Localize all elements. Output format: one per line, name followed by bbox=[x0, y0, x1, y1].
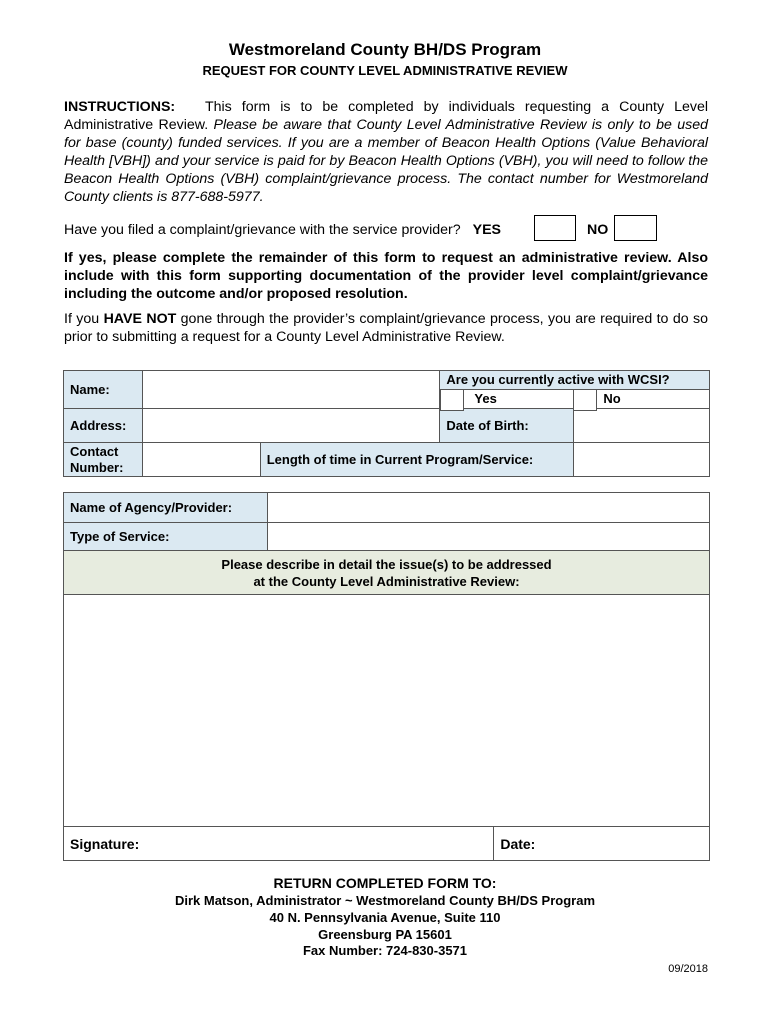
describe-line-1: Please describe in detail the issue(s) to be addressed bbox=[221, 556, 552, 572]
address-field[interactable] bbox=[142, 409, 439, 443]
fax-line: Fax Number: 724-830-3571 bbox=[302, 943, 468, 958]
agency-label: Name of Agency/Provider: bbox=[64, 493, 268, 523]
length-field[interactable] bbox=[574, 443, 710, 477]
wcsi-no-label: No bbox=[603, 391, 621, 406]
issue-description-area[interactable] bbox=[64, 595, 710, 827]
agency-table bbox=[63, 492, 710, 861]
date-label: Date: bbox=[500, 835, 536, 852]
length-label: Length of time in Current Program/Service: bbox=[260, 443, 574, 477]
have-not-prefix: If you bbox=[64, 311, 100, 327]
describe-header bbox=[64, 551, 710, 595]
address-line: 40 N. Pennsylvania Avenue, Suite 110 bbox=[269, 910, 501, 925]
instructions-paragraph bbox=[64, 98, 708, 206]
wcsi-yes-checkbox[interactable] bbox=[440, 389, 464, 411]
service-type-label: Type of Service: bbox=[64, 523, 268, 551]
form-subtitle: REQUEST FOR COUNTY LEVEL ADMINISTRATIVE REVIEW bbox=[202, 63, 568, 78]
dob-field[interactable] bbox=[574, 409, 710, 443]
dob-label: Date of Birth: bbox=[440, 409, 574, 443]
date-field[interactable] bbox=[494, 827, 710, 861]
service-type-field[interactable] bbox=[267, 523, 709, 551]
wcsi-cell bbox=[440, 371, 710, 409]
describe-line-2: at the County Level Administrative Review: bbox=[253, 573, 520, 589]
wcsi-question: Are you currently active with WCSI? bbox=[440, 371, 709, 390]
if-yes-instructions: If yes, please complete the remainder of this form to request an administrative review. Also include with this form supporting documentation of the provider level complaint/grievance including the outcome and/or proposed resolution. bbox=[64, 250, 708, 302]
address-label: Address: bbox=[64, 409, 143, 443]
have-not-bold: HAVE NOT bbox=[103, 311, 177, 327]
have-not-paragraph bbox=[64, 310, 708, 346]
name-label: Name: bbox=[64, 371, 143, 409]
instructions-text: This form is to be completed by individuals requesting a County Level Administrative Review. bbox=[64, 99, 708, 133]
grievance-question-text: Have you filed a complaint/grievance with the service provider? bbox=[64, 222, 461, 238]
no-label: NO bbox=[587, 222, 609, 238]
have-not-suffix: gone through the provider’s complaint/grievance process, you are required to do so prior to submitting a request for a County Level Administrative Review. bbox=[64, 311, 708, 345]
return-label: RETURN COMPLETED FORM TO: bbox=[273, 875, 497, 891]
signature-label: Signature: bbox=[70, 835, 140, 852]
agency-field[interactable] bbox=[267, 493, 709, 523]
yes-checkbox[interactable] bbox=[534, 215, 576, 241]
form-title: Westmoreland County BH/DS Program bbox=[228, 40, 542, 59]
city-line: Greensburg PA 15601 bbox=[318, 927, 452, 942]
wcsi-no-checkbox[interactable] bbox=[573, 389, 597, 411]
contact-field[interactable] bbox=[142, 443, 260, 477]
revision-date: 09/2018 bbox=[668, 963, 708, 975]
contact-label: Contact Number: bbox=[64, 443, 143, 477]
instructions-italic-text: Please be aware that County Level Administrative Review is only to be used for base (county) funded services. If you are a member of Beacon Health Options (Value Behavioral Health [VBH]) and your service is paid for by Beacon Health Options (VBH), you will need to follow the Beacon Health Options (VBH) complaint/grievance process. The contact number for Westmoreland County clients is 877-688-5977. bbox=[64, 117, 708, 205]
admin-line: Dirk Matson, Administrator ~ Westmoreland County BH/DS Program bbox=[174, 893, 596, 908]
wcsi-yes-label: Yes bbox=[474, 391, 497, 406]
grievance-question bbox=[64, 222, 501, 238]
client-info-table bbox=[63, 370, 710, 477]
instructions-label: INSTRUCTIONS: bbox=[64, 99, 176, 115]
no-checkbox[interactable] bbox=[614, 215, 657, 241]
name-field[interactable] bbox=[142, 371, 439, 409]
yes-label: YES bbox=[472, 222, 502, 238]
signature-field[interactable] bbox=[64, 827, 494, 861]
